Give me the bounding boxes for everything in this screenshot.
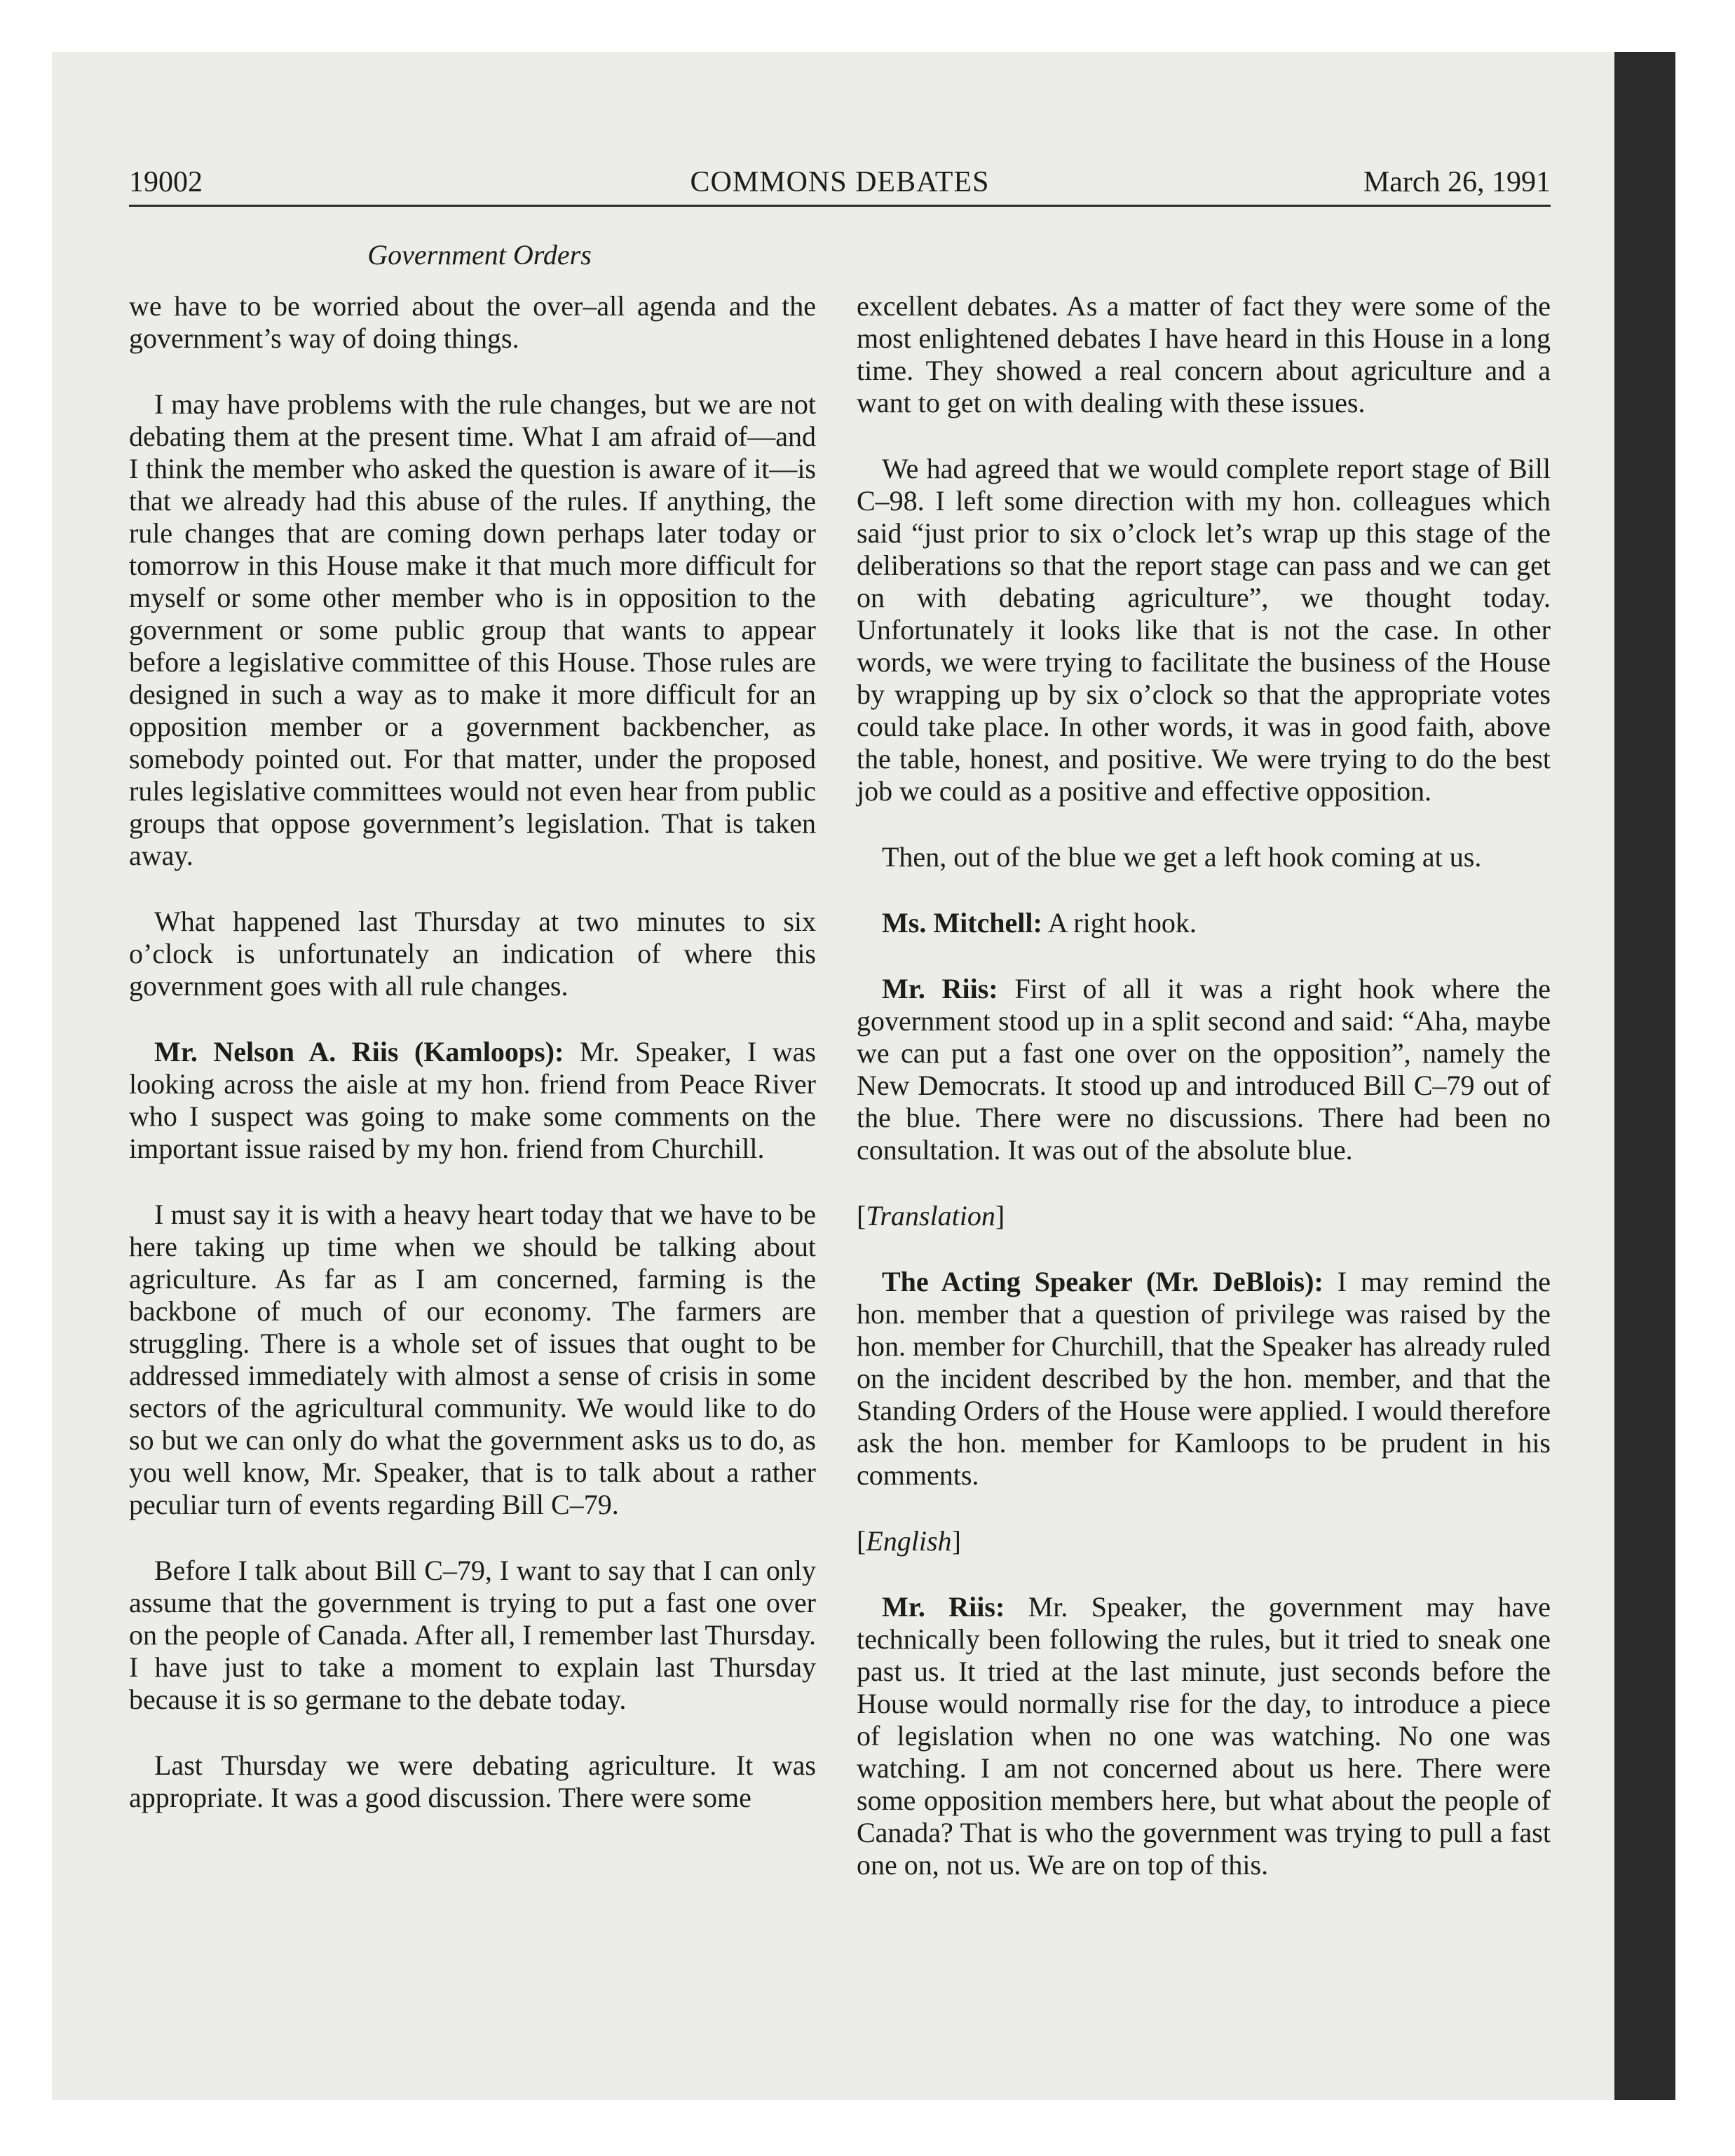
speaker-name: Ms. Mitchell: bbox=[882, 907, 1042, 939]
binding-edge bbox=[1614, 52, 1675, 2100]
right-column bbox=[857, 290, 1551, 1915]
section-title: Government Orders bbox=[367, 239, 592, 271]
page-header bbox=[129, 163, 1551, 207]
speech-paragraph bbox=[857, 907, 1551, 939]
paragraph: What happened last Thursday at two minutes to six o’clock is unfortunately an indication of where this government goes with all rule changes. bbox=[129, 906, 816, 1002]
speech-text: Mr. Speaker, I was looking across the aisle at my hon. friend from Peace River who I suspect was going to make some comments on the important issue raised by my hon. friend from Churchill. bbox=[129, 1036, 816, 1164]
speech-paragraph bbox=[857, 1266, 1551, 1492]
speaker-name: Mr. Riis: bbox=[882, 973, 998, 1004]
speech-paragraph bbox=[129, 1036, 816, 1165]
paragraph: We had agreed that we would complete report stage of Bill C–98. I left some direction with my hon. colleagues which said “just prior to six o’clock let’s wrap up this stage of the deliberations so that the report stage can pass and we can get on with debating agriculture”, we thought today. Unfortunately it looks like that is not the case. In other words, we were trying to facilitate the business of the House by wrapping up by six o’clock so that the appropriate votes could take place. In other words, it was in good faith, above the table, honest, and positive. We were trying to do the best job we could as a positive and effective opposition. bbox=[857, 453, 1551, 807]
publication-date: March 26, 1991 bbox=[1363, 166, 1551, 198]
paragraph: we have to be worried about the over–all agenda and the government’s way of doing things. bbox=[129, 290, 816, 354]
paragraph: Then, out of the blue we get a left hook coming at us. bbox=[882, 841, 1482, 873]
language-tag-text: Translation bbox=[866, 1200, 995, 1231]
paragraph: Last Thursday we were debating agriculture. It was appropriate. It was a good discussion. There were some bbox=[129, 1749, 816, 1813]
language-tag: [English] bbox=[857, 1525, 961, 1557]
paragraph: I may have problems with the rule changes, but we are not debating them at the present time. What I am afraid of—and I think the member who asked the question is aware of it—is that we already had this abuse of the rules. If anything, the rule changes that are coming down perhaps later today or tomorrow in this House make it that much more difficult for myself or some other member who is in opposition to the government or some public group that wants to appear before a legislative committee of this House. Those rules are designed in such a way as to make it more difficult for an opposition member or a government backbencher, as somebody pointed out. For that matter, under the proposed rules legislative committees would not even hear from public groups that oppose government’s legislation. That is taken away. bbox=[129, 388, 816, 871]
paragraph: I must say it is with a heavy heart today that we have to be here taking up time when we should be talking about agriculture. As far as I am concerned, farming is the backbone of much of our economy. The farmers are struggling. There is a whole set of issues that ought to be addressed immediately with almost a sense of crisis in some sectors of the agricultural community. We would like to do so but we can only do what the government asks us to do, as you well know, Mr. Speaker, that is to talk about a rather peculiar turn of events regarding Bill C–79. bbox=[129, 1199, 816, 1520]
speech-paragraph bbox=[857, 1591, 1551, 1881]
language-tag-text: English bbox=[866, 1525, 952, 1557]
speech-text: I may remind the hon. member that a question of privilege was raised by the hon. member for Churchill, that the Speaker has already ruled on the incident described by the hon. member, and that the Standing Orders of the House were applied. I would therefore ask the hon. member for Kamloops to be prudent in his comments. bbox=[857, 1266, 1551, 1491]
speech-text: Mr. Speaker, the government may have technically been following the rules, but it tried to sneak one past us. It tried at the last minute, just seconds before the House would normally rise for the day, to introduce a piece of legislation when no one was watching. No one was watching. I am not concerned about us here. There were some opposition members here, but what about the people of Canada? That is who the government was trying to pull a fast one on, not us. We are on top of this. bbox=[857, 1591, 1551, 1881]
speaker-name: Mr. Riis: bbox=[882, 1591, 1005, 1623]
journal-title: COMMONS DEBATES bbox=[690, 166, 990, 198]
speech-paragraph bbox=[857, 973, 1551, 1166]
paragraph: excellent debates. As a matter of fact they were some of the most enlightened debates I have heard in this House in a long time. They showed a real concern about agriculture and a want to get on with dealing with these issues. bbox=[857, 290, 1551, 418]
speech-text: First of all it was a right hook where the government stood up in a split second and said: “Aha, maybe we can put a fast one over on the opposition”, namely the New Democrats. It stood up and introduced Bill C–79 out of the blue. There were no discussions. There had been no consultation. It was out of the absolute blue. bbox=[857, 973, 1551, 1166]
left-column bbox=[129, 290, 816, 1848]
speech-text: A right hook. bbox=[1042, 907, 1197, 939]
speaker-name: The Acting Speaker (Mr. DeBlois): bbox=[882, 1266, 1324, 1297]
speaker-name: Mr. Nelson A. Riis (Kamloops): bbox=[154, 1036, 564, 1067]
page-number: 19002 bbox=[129, 166, 203, 198]
language-tag: [Translation] bbox=[857, 1200, 1005, 1231]
paragraph: Before I talk about Bill C–79, I want to say that I can only assume that the government is trying to put a fast one over on the people of Canada. After all, I remember last Thursday. I have just to take a moment to explain last Thursday because it is so germane to the debate today. bbox=[129, 1555, 816, 1715]
